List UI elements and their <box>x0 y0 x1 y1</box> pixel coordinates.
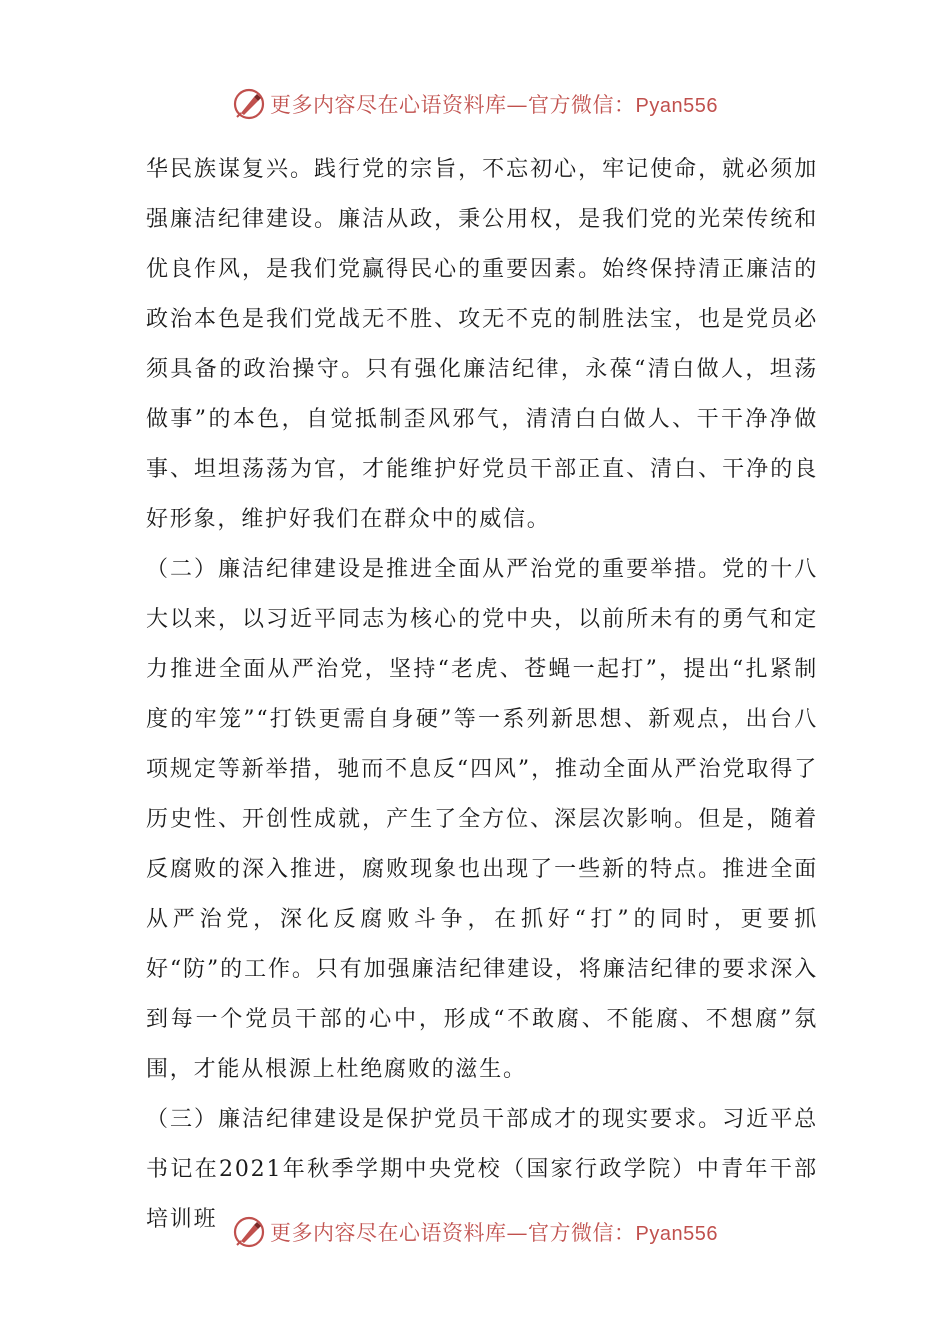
footer-contact-label: 官方微信： <box>528 1221 636 1245</box>
pen-nib-logo-icon <box>232 1215 266 1249</box>
footer-separator: — <box>506 1221 529 1245</box>
pen-nib-logo-icon <box>232 87 266 121</box>
header-separator: — <box>506 93 529 117</box>
body-paragraph-2: （二）廉洁纪律建设是推进全面从严治党的重要举措。党的十八大以来，以习近平同志为核心的党中央，以前所未有的勇气和定力推进全面从严治党，坚持“老虎、苍蝇一起打”，提出“扎紧制度的牢笼”“打铁更需自身硬”等一系列新思想、新观点，出台八项规定等新举措，驰而不息反“四风”，推动全面从严治党取得了历史性、开创性成就，产生了全方位、深层次影响。但是，随着反腐败的深入推进，腐败现象也出现了一些新的特点。推进全面从严治党，深化反腐败斗争，在抓好“打”的同时，更要抓好“防”的工作。只有加强廉洁纪律建设，将廉洁纪律的要求深入到每一个党员干部的心中，形成“不敢腐、不能腐、不想腐”氛围，才能从根源上杜绝腐败的滋生。 <box>146 557 818 1082</box>
footer-watermark-banner <box>0 1212 950 1252</box>
body-paragraph-1: 华民族谋复兴。践行党的宗旨，不忘初心，牢记使命，就必须加强廉洁纪律建设。廉洁从政，秉公用权，是我们党的光荣传统和优良作风，是我们党赢得民心的重要因素。始终保持清正廉洁的政治本色是我们党战无不胜、攻无不克的制胜法宝，也是党员必须具备的政治操守。只有强化廉洁纪律，永葆“清白做人，坦荡做事”的本色，自觉抵制歪风邪气，清清白白做人、干干净净做事、坦坦荡荡为官，才能维护好党员干部正直、清白、干净的良好形象，维护好我们在群众中的威信。 <box>146 157 818 532</box>
header-watermark-text <box>270 89 718 119</box>
header-watermark-banner <box>0 84 950 124</box>
body-paragraph-3: （三）廉洁纪律建设是保护党员干部成才的现实要求。习近平总书记在2021年秋季学期中央党校（国家行政学院）中青年干部培训班 <box>146 1107 818 1232</box>
footer-contact-id: Pyan556 <box>635 1223 718 1245</box>
document-body <box>146 145 818 1245</box>
footer-watermark-text <box>270 1217 718 1247</box>
header-contact-label: 官方微信： <box>528 93 636 117</box>
footer-brand-text: 更多内容尽在心语资料库 <box>270 1221 507 1245</box>
header-brand-text: 更多内容尽在心语资料库 <box>270 93 507 117</box>
header-contact-id: Pyan556 <box>635 95 718 117</box>
